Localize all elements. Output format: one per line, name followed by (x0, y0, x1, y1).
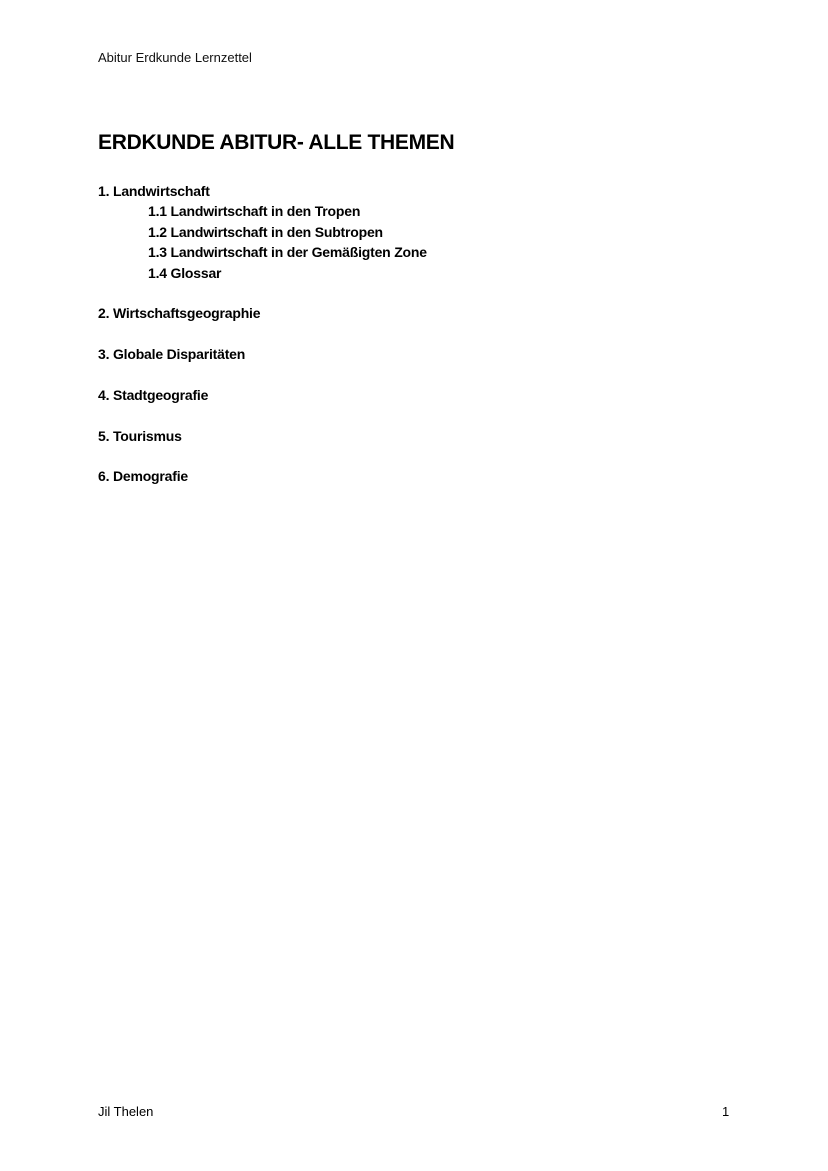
toc-item-wirtschaftsgeographie: 2. Wirtschaftsgeographie (98, 305, 261, 322)
toc-subitem-glossar: 1.4 Glossar (148, 264, 222, 281)
page-header: Abitur Erdkunde Lernzettel (98, 50, 252, 65)
toc-item-tourismus: 5. Tourismus (98, 427, 182, 444)
toc-subitem-subtropen: 1.2 Landwirtschaft in den Subtropen (148, 223, 383, 240)
toc-subitem-tropen: 1.1 Landwirtschaft in den Tropen (148, 203, 361, 220)
toc-subitem-gemaessigte-zone: 1.3 Landwirtschaft in der Gemäßigten Zone (148, 244, 427, 261)
toc-item-stadtgeografie: 4. Stadtgeografie (98, 386, 209, 403)
toc-item-globale-disparitaeten: 3. Globale Disparitäten (98, 346, 246, 363)
page-number: 1 (722, 1104, 730, 1119)
toc-item-demografie: 6. Demografie (98, 468, 188, 485)
document-title: ERDKUNDE ABITUR- ALLE THEMEN (98, 131, 455, 154)
table-of-contents (98, 181, 427, 487)
toc-item-landwirtschaft: 1. Landwirtschaft (98, 183, 210, 199)
footer-author: Jil Thelen (98, 1104, 154, 1119)
